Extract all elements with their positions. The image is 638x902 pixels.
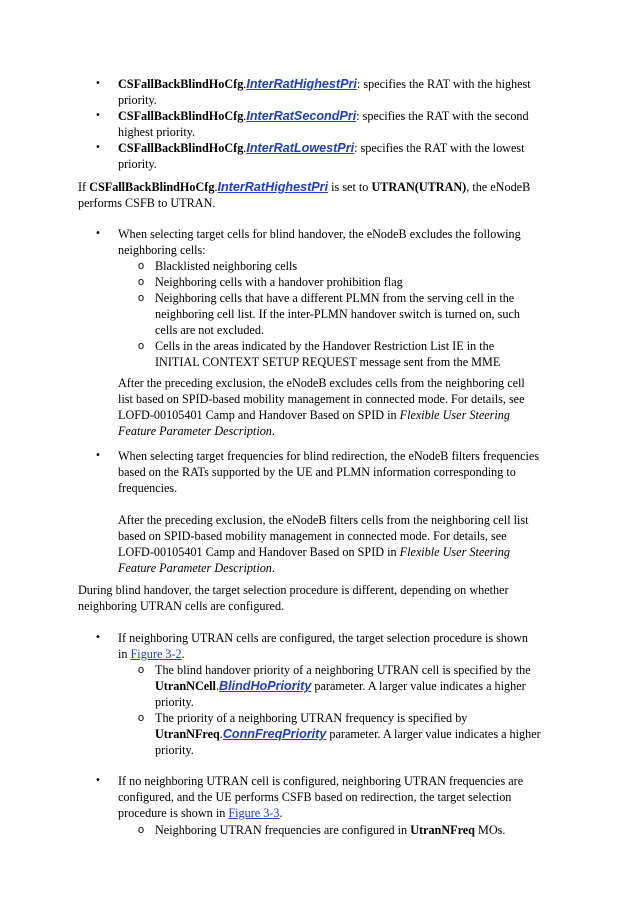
after-exclusion-paragraph-1: After the preceding exclusion, the eNodeB excludes cells from the neighboring cell list based on SPID-based mobility management in connected mode. For details, see LOFD-00105401 Camp and Handover Based on SPID in Flexible User Steering Feature Parameter Description. <box>118 376 525 438</box>
param-link[interactable]: BlindHoPriority <box>218 679 312 693</box>
param-link[interactable]: InterRatSecondPri <box>246 109 357 123</box>
list-item: • CSFallBackBlindHoCfg.InterRatHighestPri: specifies the RAT with the highest priority. <box>96 76 556 108</box>
list-item: o Neighboring UTRAN frequencies are configured in UtranNFreq MOs. <box>137 823 506 837</box>
sub-bullet-icon: o <box>137 664 145 676</box>
list-item: • CSFallBackBlindHoCfg.InterRatLowestPri: specifies the RAT with the lowest priority. <box>96 140 556 172</box>
bullet-icon: • <box>95 142 101 153</box>
not-configured-sublist <box>136 822 566 838</box>
bullet-icon: • <box>95 110 101 121</box>
sub-bullet-icon: o <box>137 824 145 836</box>
paragraph-target-selection: During blind handover, the target selection procedure is different, depending on whether neighboring UTRAN cells are configured. <box>78 583 509 613</box>
configured-sublist <box>136 662 566 758</box>
bullet-icon: • <box>95 775 101 786</box>
list-item: o The blind handover priority of a neighboring UTRAN cell is specified by the UtranNCell.BlindHoPriority parameter. A larger value indicates a higher priority. <box>137 663 531 709</box>
exclusion-sublist <box>136 258 566 370</box>
param-link[interactable]: InterRatLowestPri <box>246 141 355 155</box>
param-link[interactable]: ConnFreqPriority <box>222 727 327 741</box>
sub-bullet-icon: o <box>137 712 145 724</box>
list-item: o Cells in the areas indicated by the Handover Restriction List IE in the INITIAL CONTEXT SETUP REQUEST message sent from the MME <box>137 339 501 369</box>
param-link[interactable]: InterRatHighestPri <box>217 180 329 194</box>
param-bullet-list <box>96 76 556 172</box>
bullet-icon: • <box>95 78 101 89</box>
list-item: o Neighboring cells with a handover prohibition flag <box>137 275 403 289</box>
list-item: • CSFallBackBlindHoCfg.InterRatSecondPri: specifies the RAT with the second highest priority. <box>96 108 556 140</box>
bullet-icon: • <box>95 228 101 239</box>
figure-3-2-link[interactable]: Figure 3-2 <box>130 647 182 661</box>
paragraph-csfb-utran: If CSFallBackBlindHoCfg.InterRatHighestPri is set to UTRAN(UTRAN), the eNodeB performs CSFB to UTRAN. <box>78 180 531 210</box>
sub-bullet-icon: o <box>137 292 145 304</box>
bullet-icon: • <box>95 632 101 643</box>
param-link[interactable]: InterRatHighestPri <box>246 77 357 91</box>
list-item: o Neighboring cells that have a different PLMN from the serving cell in the neighboring cell list. If the inter-PLMN handover switch is turned on, such cells are not excluded. <box>137 291 520 337</box>
document-page: • CSFallBackBlindHoCfg.InterRatHighestPri: specifies the RAT with the highest priority. • CSFallBackBlindHoCfg.InterRatSecondPri: specifies the RAT with the second highest priority. • CSFallBackBlindHoCfg.InterRatLowestPri: specifies the RAT with the lowest priority. If CSFallBackBlindHoCfg.InterRatHighestPri is set to UTRAN(UTRAN), the eNodeB performs CSFB to UTRAN. • When selecting target cells for blind handover, the eNodeB excludes the following neighboring cells: o Blacklisted neighboring cells o Neighboring cells with a handover prohibition flag o Neighboring cells that have a different PLMN from the serving cell in the neighboring cell list. If the inter-PLMN handover switch is turned on, such cells are not excluded. o Cells in the areas indicated by the Handover Restriction List IE in the INITIAL CONTEXT SETUP REQUEST message sent from the MME After the preceding exclusion, the eNodeB excludes cells from the neighboring cell list based on SPID-based mobility management in connected mode. For details, see LOFD-00105401 Camp and Handover Based on SPID in Flexible User Steering Feature Parameter Description. • When selecting target frequencies for blind redirection, the eNodeB filters frequencies based on the RATs supported by the UE and PLMN information corresponding to frequencies. After the preceding exclusion, the eNodeB filters cells from the neighboring cell list based on SPID-based mobility management in connected mode. For details, see LOFD-00105401 Camp and Handover Based on SPID in Flexible User Steering Feature Parameter Description. During blind handover, the target selection procedure is different, depending on whether neighboring UTRAN cells are configured. • If neighboring UTRAN cells are configured, the target selection procedure is shown in Figure 3-2. o The blind handover priority of a neighboring UTRAN cell is specified by the UtranNCell.BlindHoPriority parameter. A larger value indicates a higher priority. o The priority of a neighboring UTRAN frequency is specified by UtranNFreq.ConnFreqPriority parameter. A larger value indicates a higher priority. • If no neighboring UTRAN cell is configured, neighboring UTRAN frequencies are configured, and the UE performs CSFB based on redirection, the target selection procedure is shown in Figure 3-3. o Neighboring UTRAN frequencies are configured in UtranNFreq MOs. <box>0 0 638 902</box>
bullet-icon: • <box>95 450 101 461</box>
sub-bullet-icon: o <box>137 276 145 288</box>
figure-3-3-link[interactable]: Figure 3-3 <box>228 806 280 820</box>
list-item: o Blacklisted neighboring cells <box>137 259 298 273</box>
sub-bullet-icon: o <box>137 340 145 352</box>
after-exclusion-paragraph-2: After the preceding exclusion, the eNodeB filters cells from the neighboring cell list based on SPID-based mobility management in connected mode. For details, see LOFD-00105401 Camp and Handover Based on SPID in Flexible User Steering Feature Parameter Description. <box>118 513 529 575</box>
sub-bullet-icon: o <box>137 260 145 272</box>
list-item: o The priority of a neighboring UTRAN frequency is specified by UtranNFreq.ConnFreqPriority parameter. A larger value indicates a higher priority. <box>137 711 541 757</box>
